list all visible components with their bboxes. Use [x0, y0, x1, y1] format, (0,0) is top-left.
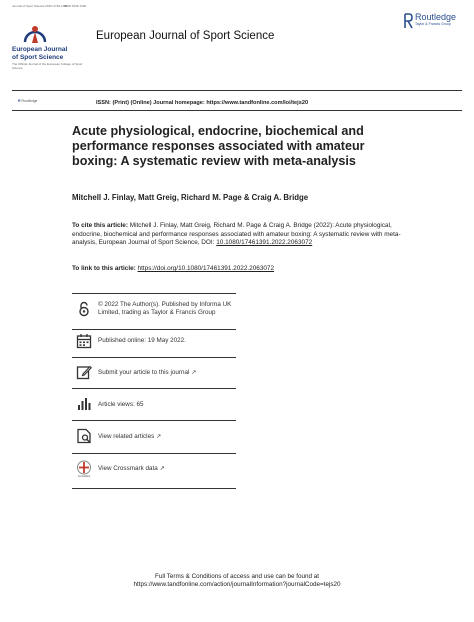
small-logo-r-icon: R: [18, 99, 21, 103]
info-divider-2: [72, 357, 236, 358]
header-divider: [12, 90, 462, 91]
info-divider-4: [72, 420, 236, 421]
crossmark-label: CrossMark: [77, 475, 91, 478]
journal-logo-name-2: of Sport Science: [12, 53, 64, 61]
published-row: [76, 333, 236, 349]
calendar-icon: [76, 333, 92, 349]
issn-label: ISSN: (Print) (Online) Journal homepage:: [96, 100, 207, 106]
link-label: To link to this article:: [72, 265, 138, 272]
header-tiny-line-2: ISSN 1536-7290: [64, 4, 87, 8]
journal-emblem-icon: [20, 24, 50, 46]
info-divider-3: [72, 388, 236, 389]
external-link-icon: ↗: [156, 434, 162, 440]
cite-label: To cite this article:: [72, 222, 128, 229]
license-row: [76, 301, 236, 317]
footer-line-1: Full Terms & Conditions of access and use can be found at: [154, 573, 320, 580]
journal-logo-sub: The Official Journal of the European College of Sport Science: [12, 62, 83, 70]
related-link[interactable]: View related articles: [98, 433, 155, 440]
edit-icon: [76, 364, 92, 380]
bar-chart-icon: [76, 396, 92, 412]
issn-line: [96, 100, 308, 106]
publisher-sub: Taylor & Francis Group: [415, 22, 451, 26]
footer-terms-link[interactable]: https://www.tandfonline.com/action/journalInformation?journalCode=tejs20: [133, 581, 341, 588]
article-title: Acute physiological, endocrine, biochemical and performance responses associated with amateur boxing: A systematic review with meta-analysis: [72, 124, 365, 168]
journal-logo: [12, 24, 86, 70]
small-routledge-logo: [18, 99, 37, 103]
info-divider-0: [72, 293, 236, 294]
views-row: [76, 396, 236, 412]
info-divider-5: [72, 453, 236, 454]
journal-logo-name-1: European Journal: [12, 46, 68, 53]
external-link-icon: ↗: [191, 370, 197, 376]
issn-divider: [12, 110, 462, 111]
journal-title: European Journal of Sport Science: [96, 30, 275, 42]
crossmark-row[interactable]: [76, 460, 236, 480]
cite-text: Mitchell J. Finlay, Matt Greig, Richard M. Page & Craig A. Bridge (2022): Acute physiological, endocrine, biochemical and performance responses associated with amateur boxing: A systematic review with meta-analysis, European Journal of Sport Science, DOI:: [72, 222, 401, 247]
license-text: © 2022 The Author(s). Published by Informa UK Limited, trading as Taylor & Francis Group: [98, 301, 232, 316]
article-link-line: [72, 265, 274, 272]
small-logo-text: Routledge: [21, 99, 38, 103]
header-tiny-line-1: Journal of Sport Science ISSN 1746-1391: [12, 4, 68, 8]
citation-block: [72, 222, 402, 248]
submit-row[interactable]: [76, 364, 236, 380]
external-link-icon: ↗: [159, 466, 165, 472]
document-icon: [76, 428, 92, 444]
publisher-name: Routledge: [415, 12, 457, 22]
article-doi-link[interactable]: https://doi.org/10.1080/17461391.2022.2063072: [137, 265, 275, 272]
journal-homepage-link[interactable]: https://www.tandfonline.com/loi/tejs20: [206, 100, 309, 106]
info-divider-1: [72, 329, 236, 330]
views-text: Article views: 65: [98, 401, 144, 408]
crossmark-icon: [76, 460, 92, 480]
related-row[interactable]: [76, 428, 236, 444]
crossmark-link[interactable]: View Crossmark data: [98, 465, 158, 472]
submit-link[interactable]: Submit your article to this journal: [98, 369, 190, 376]
published-text: Published online: 19 May 2022.: [98, 337, 186, 344]
routledge-logo: [404, 13, 456, 29]
cite-doi-link[interactable]: 10.1080/17461391.2022.2063072: [216, 239, 313, 247]
open-access-icon: [76, 301, 92, 317]
footer: [0, 573, 474, 589]
routledge-r-icon: [404, 13, 413, 29]
info-divider-6: [72, 488, 236, 489]
article-authors: Mitchell J. Finlay, Matt Greig, Richard M. Page & Craig A. Bridge: [72, 193, 309, 202]
